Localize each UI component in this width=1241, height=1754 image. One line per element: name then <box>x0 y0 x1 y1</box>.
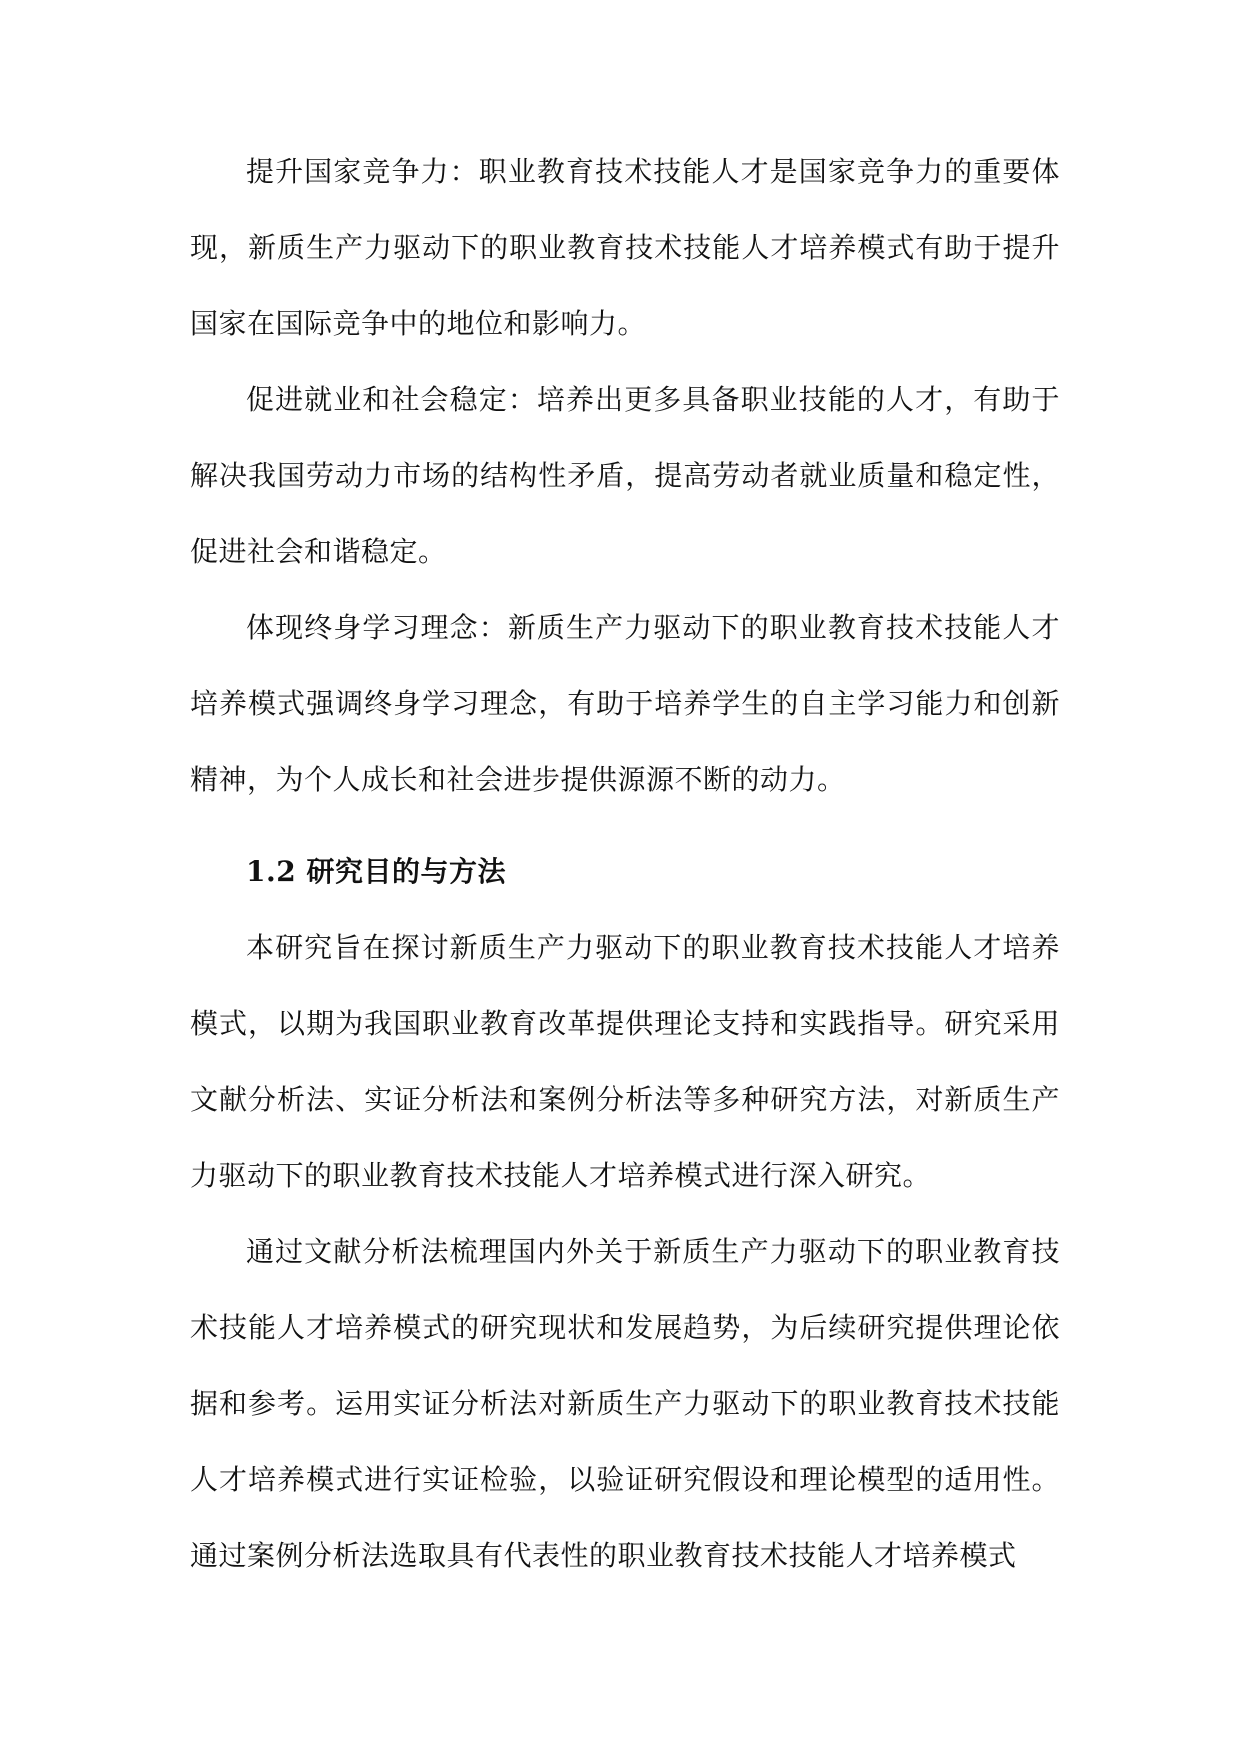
paragraph-lifelong-learning: 体现终身学习理念：新质生产力驱动下的职业教育技术技能人才培养模式强调终身学习理念，有助于培养学生的自主学习能力和创新精神，为个人成长和社会进步提供源源不断的动力。 <box>190 611 1060 796</box>
section-heading: 1.2 研究目的与方法 <box>246 855 506 888</box>
body-text-column <box>190 134 1060 1594</box>
section-spacer <box>190 818 1060 834</box>
paragraph-research-methods: 通过文献分析法梳理国内外关于新质生产力驱动下的职业教育技术技能人才培养模式的研究现状和发展趋势，为后续研究提供理论依据和参考。运用实证分析法对新质生产力驱动下的职业教育技术技能人才培养模式进行实证检验，以验证研究假设和理论模型的适用性。通过案例分析法选取具有代表性的职业教育技术技能人才培养模式 <box>190 1235 1060 1572</box>
paragraph-research-purpose: 本研究旨在探讨新质生产力驱动下的职业教育技术技能人才培养模式，以期为我国职业教育改革提供理论支持和实践指导。研究采用文献分析法、实证分析法和案例分析法等多种研究方法，对新质生产力驱动下的职业教育技术技能人才培养模式进行深入研究。 <box>190 931 1060 1192</box>
paragraph-competitiveness: 提升国家竞争力：职业教育技术技能人才是国家竞争力的重要体现，新质生产力驱动下的职业教育技术技能人才培养模式有助于提升国家在国际竞争中的地位和影响力。 <box>190 155 1060 340</box>
paragraph-employment: 促进就业和社会稳定：培养出更多具备职业技能的人才，有助于解决我国劳动力市场的结构性矛盾，提高劳动者就业质量和稳定性，促进社会和谐稳定。 <box>190 383 1060 568</box>
